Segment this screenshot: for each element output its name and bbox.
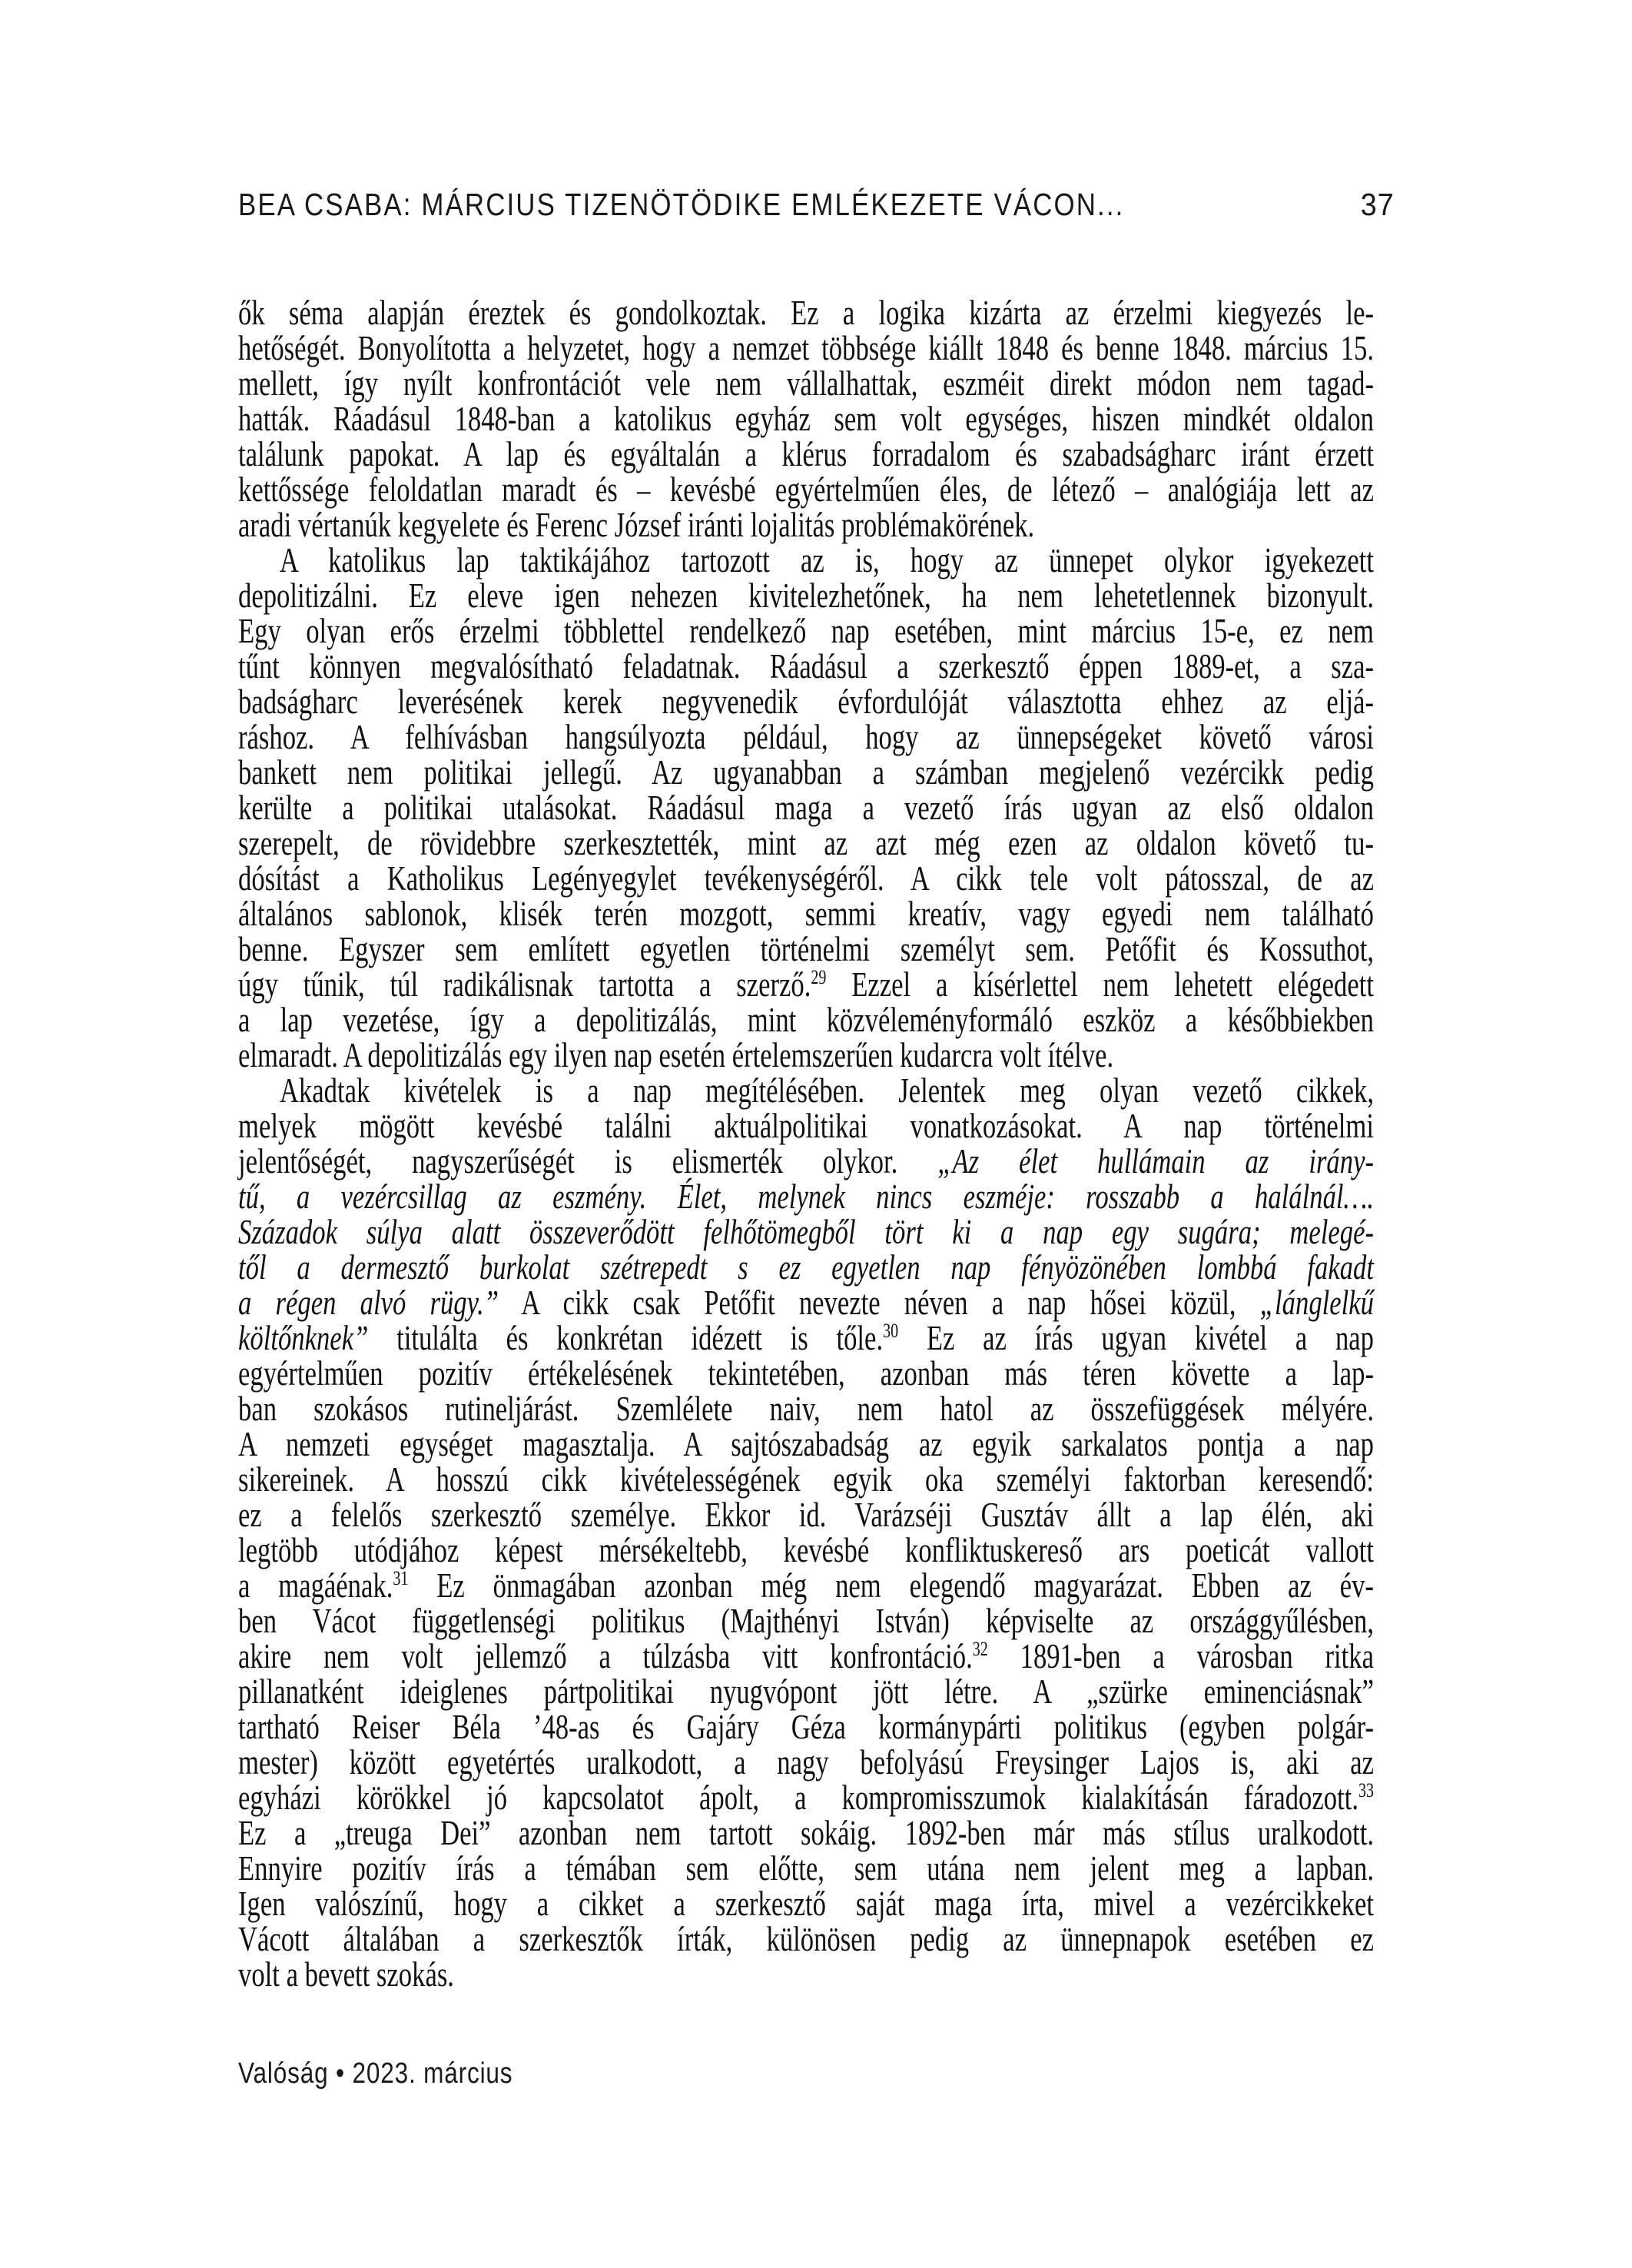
- text-line: ben Vácot függetlenségi politikus (Majthényi István) képviselte az országgyűlésben,: [238, 1602, 1374, 1640]
- footnote-ref: 33: [1358, 1779, 1375, 1801]
- text-line: kerülte a politikai utalásokat. Ráadásul maga a vezető írás ugyan az első oldalon: [238, 789, 1374, 827]
- text-line: legtöbb utódjához képest mérsékeltebb, kevésbé konfliktuskereső ars poeticát vallott: [238, 1531, 1374, 1569]
- text-line: a régen alvó rügy.” A cikk csak Petőfit nevezte néven a nap hősei közül, „lánglelkű: [238, 1283, 1374, 1322]
- text-line: badságharc leverésének kerek negyvenedik évfordulóját választotta ehhez az eljá-: [238, 682, 1374, 721]
- text-line: Akadtak kivételek is a nap megítélésében. Jelentek meg olyan vezető cikkek,: [279, 1071, 1375, 1110]
- text-line: A nemzeti egységet magasztalja. A sajtószabadság az egyik sarkalatos pontja a nap: [238, 1425, 1375, 1463]
- footnote-ref: 31: [393, 1567, 409, 1589]
- text-line: a lap vezetése, így a depolitizálás, mint közvéleményformáló eszköz a későbbiekben: [238, 1001, 1375, 1039]
- text-line: sikereinek. A hosszú cikk kivételességének egyik oka személyi faktorban keresendő:: [238, 1460, 1375, 1499]
- text-line: bankett nem politikai jellegű. Az ugyanabban a számban megjelenő vezércikk pedig: [238, 753, 1375, 792]
- text-line: költőnknek” titulálta és konkrétan idézett is tőle.$^{30}$ Ez az írás ugyan kivétel a nap: [238, 1319, 1374, 1357]
- text-line: ban szokásos rutineljárást. Szemlélete naiv, nem hatol az összefüggések mélyére.: [238, 1390, 1374, 1428]
- paragraph: [238, 1073, 1374, 1992]
- text-line: mester) között egyetértés uralkodott, a nagy befolyású Freysinger Lajos is, aki az: [238, 1743, 1375, 1782]
- text-line: dósítást a Katholikus Legényegylet tevékenységéről. A cikk tele volt pátosszal, de az: [238, 859, 1375, 898]
- text-line: tűnt könnyen megvalósítható feladatnak. Ráadásul a szerkesztő éppen 1889-et, a sza-: [238, 647, 1374, 686]
- text-line: találunk papokat. A lap és egyáltalán a klérus forradalom és szabadságharc iránt érzett: [238, 435, 1375, 473]
- text-line: úgy tűnik, túl radikálisnak tartotta a szerző.$^{29}$ Ezzel a kísérlettel nem lehetett elégedett: [238, 965, 1375, 1004]
- journal-line: Valóság • 2023. március: [238, 2057, 513, 2090]
- text-line: elmaradt. A depolitizálás egy ilyen nap esetén értelemszerűen kudarcra volt ítélve.: [238, 1036, 1114, 1074]
- footnote-ref: 29: [811, 966, 827, 988]
- text-line: pillanatként ideiglenes pártpolitikai nyugvópont jött létre. A „szürke eminenciásnak”: [238, 1672, 1375, 1711]
- text-line: Igen valószínű, hogy a cikket a szerkesztő saját maga írta, mivel a vezércikkeket: [238, 1884, 1375, 1923]
- text-line: Egy olyan erős érzelmi többlettel rendelkező nap esetében, mint március 15-e, ez nem: [238, 612, 1375, 650]
- page-number: 37: [1361, 187, 1395, 222]
- text-line: Ez a „treuga Dei” azonban nem tartott sokáig. 1892-ben már más stílus uralkodott.: [238, 1814, 1375, 1852]
- text-line: Századok súlya alatt összeverődött felhőtömegből tört ki a nap egy sugára; melegé-: [238, 1213, 1375, 1251]
- text-line: Ennyire pozitív írás a témában sem előtte, sem utána nem jelent meg a lapban.: [238, 1849, 1375, 1888]
- text-line: egyházi körökkel jó kapcsolatot ápolt, a kompromisszumok kialakításán fáradozott.$^{33}$: [238, 1778, 1375, 1817]
- running-title: BEA CSABA: MÁRCIUS TIZENÖTÖDIKE EMLÉKEZETE VÁCON...: [238, 187, 1125, 222]
- text-line: általános sablonok, klisék terén mozgott, semmi kreatív, vagy egyedi nem található: [238, 895, 1375, 933]
- text-line: szerepelt, de rövidebbre szerkesztették, mint az azt még ezen az oldalon követő tu-: [238, 824, 1374, 862]
- text-line: Vácott általában a szerkesztők írták, különösen pedig az ünnepnapok esetében ez: [238, 1920, 1375, 1958]
- text-line: ők séma alapján éreztek és gondolkoztak. Ez a logika kizárta az érzelmi kiegyezés le-: [238, 294, 1374, 332]
- footnote-ref: 32: [972, 1638, 988, 1660]
- text-line: hatták. Ráadásul 1848-ban a katolikus egyház sem volt egységes, hiszen mindkét oldalon: [238, 400, 1375, 438]
- text-line: ráshoz. A felhívásban hangsúlyozta például, hogy az ünnepségeket követő városi: [238, 718, 1375, 756]
- footnote-ref: 30: [883, 1320, 899, 1342]
- text-line: egyértelműen pozitív értékelésének tekintetében, azonban más téren követte a lap-: [238, 1354, 1375, 1393]
- article-body: [238, 295, 1374, 1992]
- page-header: [238, 188, 1395, 221]
- text-line: hetőségét. Bonyolította a helyzetet, hogy a nemzet többsége kiállt 1848 és benne 1848. március 15.: [238, 329, 1375, 367]
- text-line: ez a felelős szerkesztő személye. Ekkor id. Varázséji Gusztáv állt a lap élén, aki: [238, 1496, 1375, 1534]
- text-line: A katolikus lap taktikájához tartozott az is, hogy az ünnepet olykor igyekezett: [279, 541, 1375, 579]
- text-line: tartható Reiser Béla ’48-as és Gajáry Géza kormánypárti politikus (egyben polgár-: [238, 1708, 1375, 1746]
- text-line: jelentőségét, nagyszerűségét is elismerték olykor. „Az élet hullámain az irány-: [238, 1142, 1375, 1180]
- page-footer: [238, 2057, 569, 2090]
- text-line: a magáénak.$^{31}$ Ez önmagában azonban még nem elegendő magyarázat. Ebben az év-: [238, 1566, 1374, 1605]
- paragraph: [238, 295, 1374, 543]
- text-line: melyek mögött kevésbé találni aktuálpolitikai vonatkozásokat. A nap történelmi: [238, 1107, 1374, 1145]
- text-line: tű, a vezércsillag az eszmény. Élet, melynek nincs eszméje: rosszabb a halálnál….: [238, 1177, 1375, 1216]
- text-line: benne. Egyszer sem említett egyetlen történelmi személyt sem. Petőfit és Kossuthot,: [238, 930, 1374, 968]
- paragraph: [238, 543, 1374, 1073]
- text-line: mellett, így nyílt konfrontációt vele nem vállalhattak, eszméit direkt módon nem tagad-: [238, 364, 1375, 403]
- text-line: akire nem volt jellemző a túlzásba vitt konfrontáció.$^{32}$ 1891-ben a városban ritka: [238, 1637, 1375, 1675]
- text-line: től a dermesztő burkolat szétrepedt s ez egyetlen nap fényözönében lombbá fakadt: [238, 1248, 1374, 1287]
- text-line: aradi vértanúk kegyelete és Ferenc József iránti lojalitás problémakörének.: [238, 506, 1035, 544]
- text-line: volt a bevett szokás.: [238, 1955, 454, 1994]
- text-line: kettőssége feloldatlan maradt és – kevésbé egyértelműen éles, de létező – analógiája lett az: [238, 470, 1375, 509]
- text-line: depolitizálni. Ez eleve igen nehezen kivitelezhetőnek, ha nem lehetetlennek bizonyult.: [238, 576, 1375, 615]
